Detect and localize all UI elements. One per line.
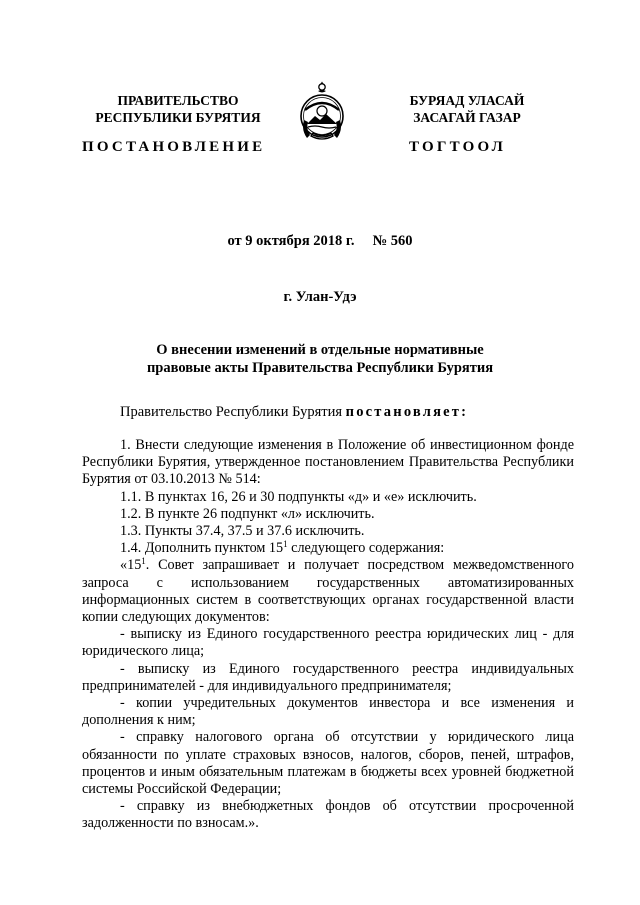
city: г. Улан-Удэ bbox=[283, 289, 357, 305]
header-right-line2: ЗАСАГАЙ ГАЗАР bbox=[413, 110, 521, 125]
document-body bbox=[82, 437, 574, 833]
document-title bbox=[0, 341, 640, 377]
paragraph-1-2: 1.2. В пункте 26 подпункт «л» исключить. bbox=[120, 505, 375, 522]
paragraph-1-3: 1.3. Пункты 37.4, 37.5 и 37.6 исключить. bbox=[120, 523, 365, 540]
paragraph-1-4: 1.4. Дополнить пунктом $15^1$ следующего содержания: bbox=[120, 539, 445, 557]
preamble bbox=[120, 404, 468, 421]
paragraph-15-1: «$15^1$. Совет запрашивает и получает посредством межведомственного запроса с использованием государственных автоматизированных информационных систем в соответствующих органах государственной власти копии следующих документов: bbox=[82, 556, 574, 626]
header-left-line1: ПРАВИТЕЛЬСТВО bbox=[117, 93, 239, 108]
title-line2: правовые акты Правительства Республики Бурятия bbox=[146, 360, 494, 376]
title-line1: О внесении изменений в отдельные нормативные bbox=[156, 342, 484, 358]
preamble-text: Правительство Республики Бурятия bbox=[120, 404, 346, 420]
list-item-tax-certificate: - справку налогового органа об отсутствии у юридического лица обязанности по уплате страховых взносов, налогов, сборов, пеней, штрафов, процентов и иным обязательным платежам в бюджеты всех уровней бюджетной системы Российской Федерации; bbox=[82, 729, 574, 798]
list-item-fund-certificate: - справку из внебюджетных фондов об отсутствии просроченной задолженности по взносам.». bbox=[82, 798, 574, 832]
paragraph-1-1: 1.1. В пунктах 16, 26 и 30 подпункты «д» и «е» исключить. bbox=[120, 488, 477, 505]
doc-type-ru: ПОСТАНОВЛЕНИЕ bbox=[82, 139, 266, 155]
coat-of-arms-icon bbox=[297, 80, 347, 144]
header-left-ru bbox=[83, 92, 273, 126]
list-item-charter: - копии учредительных документов инвестора и все изменения и дополнения к ним; bbox=[82, 695, 574, 729]
list-item-egrul: - выписку из Единого государственного реестра юридических лиц - для юридического лица; bbox=[82, 626, 574, 660]
list-item-egrip: - выписку из Единого государственного реестра индивидуальных предпринимателей - для индивидуального предпринимателя; bbox=[82, 660, 574, 694]
paragraph-1: 1. Внести следующие изменения в Положение об инвестиционном фонде Республики Бурятия, утвержденное постановлением Правительства Республики Бурятия от 03.10.2013 № 514: bbox=[82, 437, 574, 488]
header-right-bua bbox=[382, 92, 552, 126]
date-and-number: от 9 октября 2018 г. № 560 bbox=[227, 233, 413, 249]
header-right-line1: БУРЯАД УЛАСАЙ bbox=[409, 93, 525, 108]
header-left-line2: РЕСПУБЛИКИ БУРЯТИЯ bbox=[95, 110, 261, 125]
preamble-emphasis: постановляет: bbox=[345, 404, 469, 420]
doc-type-bua: ТОГТООЛ bbox=[409, 139, 506, 155]
